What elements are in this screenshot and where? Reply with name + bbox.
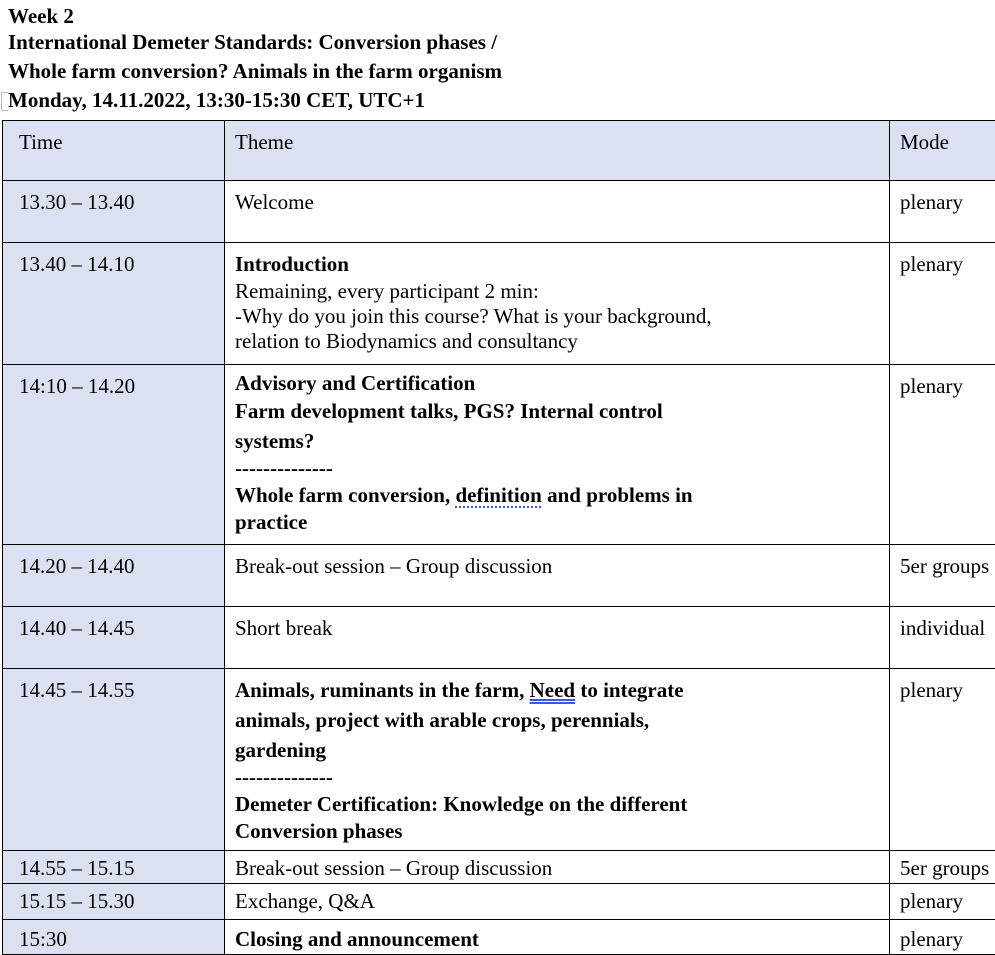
row-time: 14.20 – 14.40 xyxy=(3,545,225,607)
theme-text: systems? xyxy=(235,429,315,453)
theme-title: Introduction xyxy=(235,252,349,276)
title-line-1: International Demeter Standards: Conversion phases / xyxy=(8,30,498,54)
theme-text: Conversion phases xyxy=(235,819,403,843)
row-time: 13.30 – 13.40 xyxy=(3,181,225,243)
row-time: 14.45 – 14.55 xyxy=(3,669,225,851)
theme-text-part: and problems in xyxy=(541,483,693,507)
document-heading xyxy=(8,4,988,115)
table-row xyxy=(3,365,995,545)
underlined-word: Need xyxy=(529,678,576,702)
theme-text: Remaining, every participant 2 min: xyxy=(235,279,539,303)
theme-text xyxy=(235,480,881,510)
theme-text: relation to Biodynamics and consultancy xyxy=(235,329,578,353)
theme-text-part: Animals, ruminants in the farm, xyxy=(235,678,530,702)
row-theme xyxy=(225,365,890,545)
theme-text: Farm development talks, PGS? Internal control xyxy=(235,399,663,423)
row-theme xyxy=(225,851,890,884)
theme-title: Advisory and Certification xyxy=(235,371,476,395)
row-time: 15.15 – 15.30 xyxy=(3,884,225,920)
theme-text: Short break xyxy=(235,616,333,640)
row-time: 13.40 – 14.10 xyxy=(3,243,225,365)
table-row xyxy=(3,607,995,669)
theme-text: Break-out session – Group discussion xyxy=(235,554,553,578)
row-time: 14.40 – 14.45 xyxy=(3,607,225,669)
table-row xyxy=(3,920,995,955)
text-cursor-marker xyxy=(1,92,8,111)
row-theme xyxy=(225,920,890,955)
row-mode: plenary xyxy=(890,669,995,851)
table-row xyxy=(3,851,995,884)
row-mode: plenary xyxy=(890,365,995,545)
table-row xyxy=(3,884,995,920)
row-mode: 5er groups xyxy=(890,545,995,607)
row-theme xyxy=(225,607,890,669)
week-label: Week 2 xyxy=(8,4,74,28)
row-theme xyxy=(225,181,890,243)
row-time: 14:10 – 14.20 xyxy=(3,365,225,545)
row-theme xyxy=(225,243,890,365)
row-mode: plenary xyxy=(890,243,995,365)
row-theme xyxy=(225,545,890,607)
theme-text: animals, project with arable crops, perennials, xyxy=(235,708,650,732)
schedule-table xyxy=(2,120,995,955)
theme-text: practice xyxy=(235,510,308,534)
theme-text: Welcome xyxy=(235,190,314,214)
row-theme xyxy=(225,669,890,851)
date-line: Monday, 14.11.2022, 13:30-15:30 CET, UTC+1 xyxy=(8,88,426,112)
row-mode: plenary xyxy=(890,884,995,920)
table-row xyxy=(3,545,995,607)
spellcheck-underlined-word: definition xyxy=(455,483,542,507)
theme-text xyxy=(235,675,881,705)
theme-text: Break-out session – Group discussion xyxy=(235,856,553,880)
theme-text: gardening xyxy=(235,738,327,762)
row-time: 14.55 – 15.15 xyxy=(3,851,225,884)
table-row xyxy=(3,181,995,243)
table-row xyxy=(3,243,995,365)
theme-text-part: to integrate xyxy=(575,678,684,702)
header-mode: Mode xyxy=(890,121,995,181)
row-mode: plenary xyxy=(890,920,995,955)
theme-text: Demeter Certification: Knowledge on the different xyxy=(235,792,688,816)
row-mode: plenary xyxy=(890,181,995,243)
header-theme: Theme xyxy=(225,121,890,181)
row-mode: 5er groups xyxy=(890,851,995,884)
theme-text: -Why do you join this course? What is your background, xyxy=(235,304,712,328)
theme-title: Closing and announcement xyxy=(235,927,479,951)
theme-divider: -------------- xyxy=(235,765,333,789)
row-theme xyxy=(225,884,890,920)
theme-divider: -------------- xyxy=(235,456,333,480)
theme-text-part: Whole farm conversion, xyxy=(235,483,456,507)
table-row xyxy=(3,669,995,851)
title-line-2: Whole farm conversion? Animals in the farm organism xyxy=(8,59,503,83)
header-time: Time xyxy=(3,121,225,181)
table-header-row xyxy=(3,121,995,181)
row-mode: individual xyxy=(890,607,995,669)
row-time: 15:30 xyxy=(3,920,225,955)
theme-text: Exchange, Q&A xyxy=(235,889,375,913)
